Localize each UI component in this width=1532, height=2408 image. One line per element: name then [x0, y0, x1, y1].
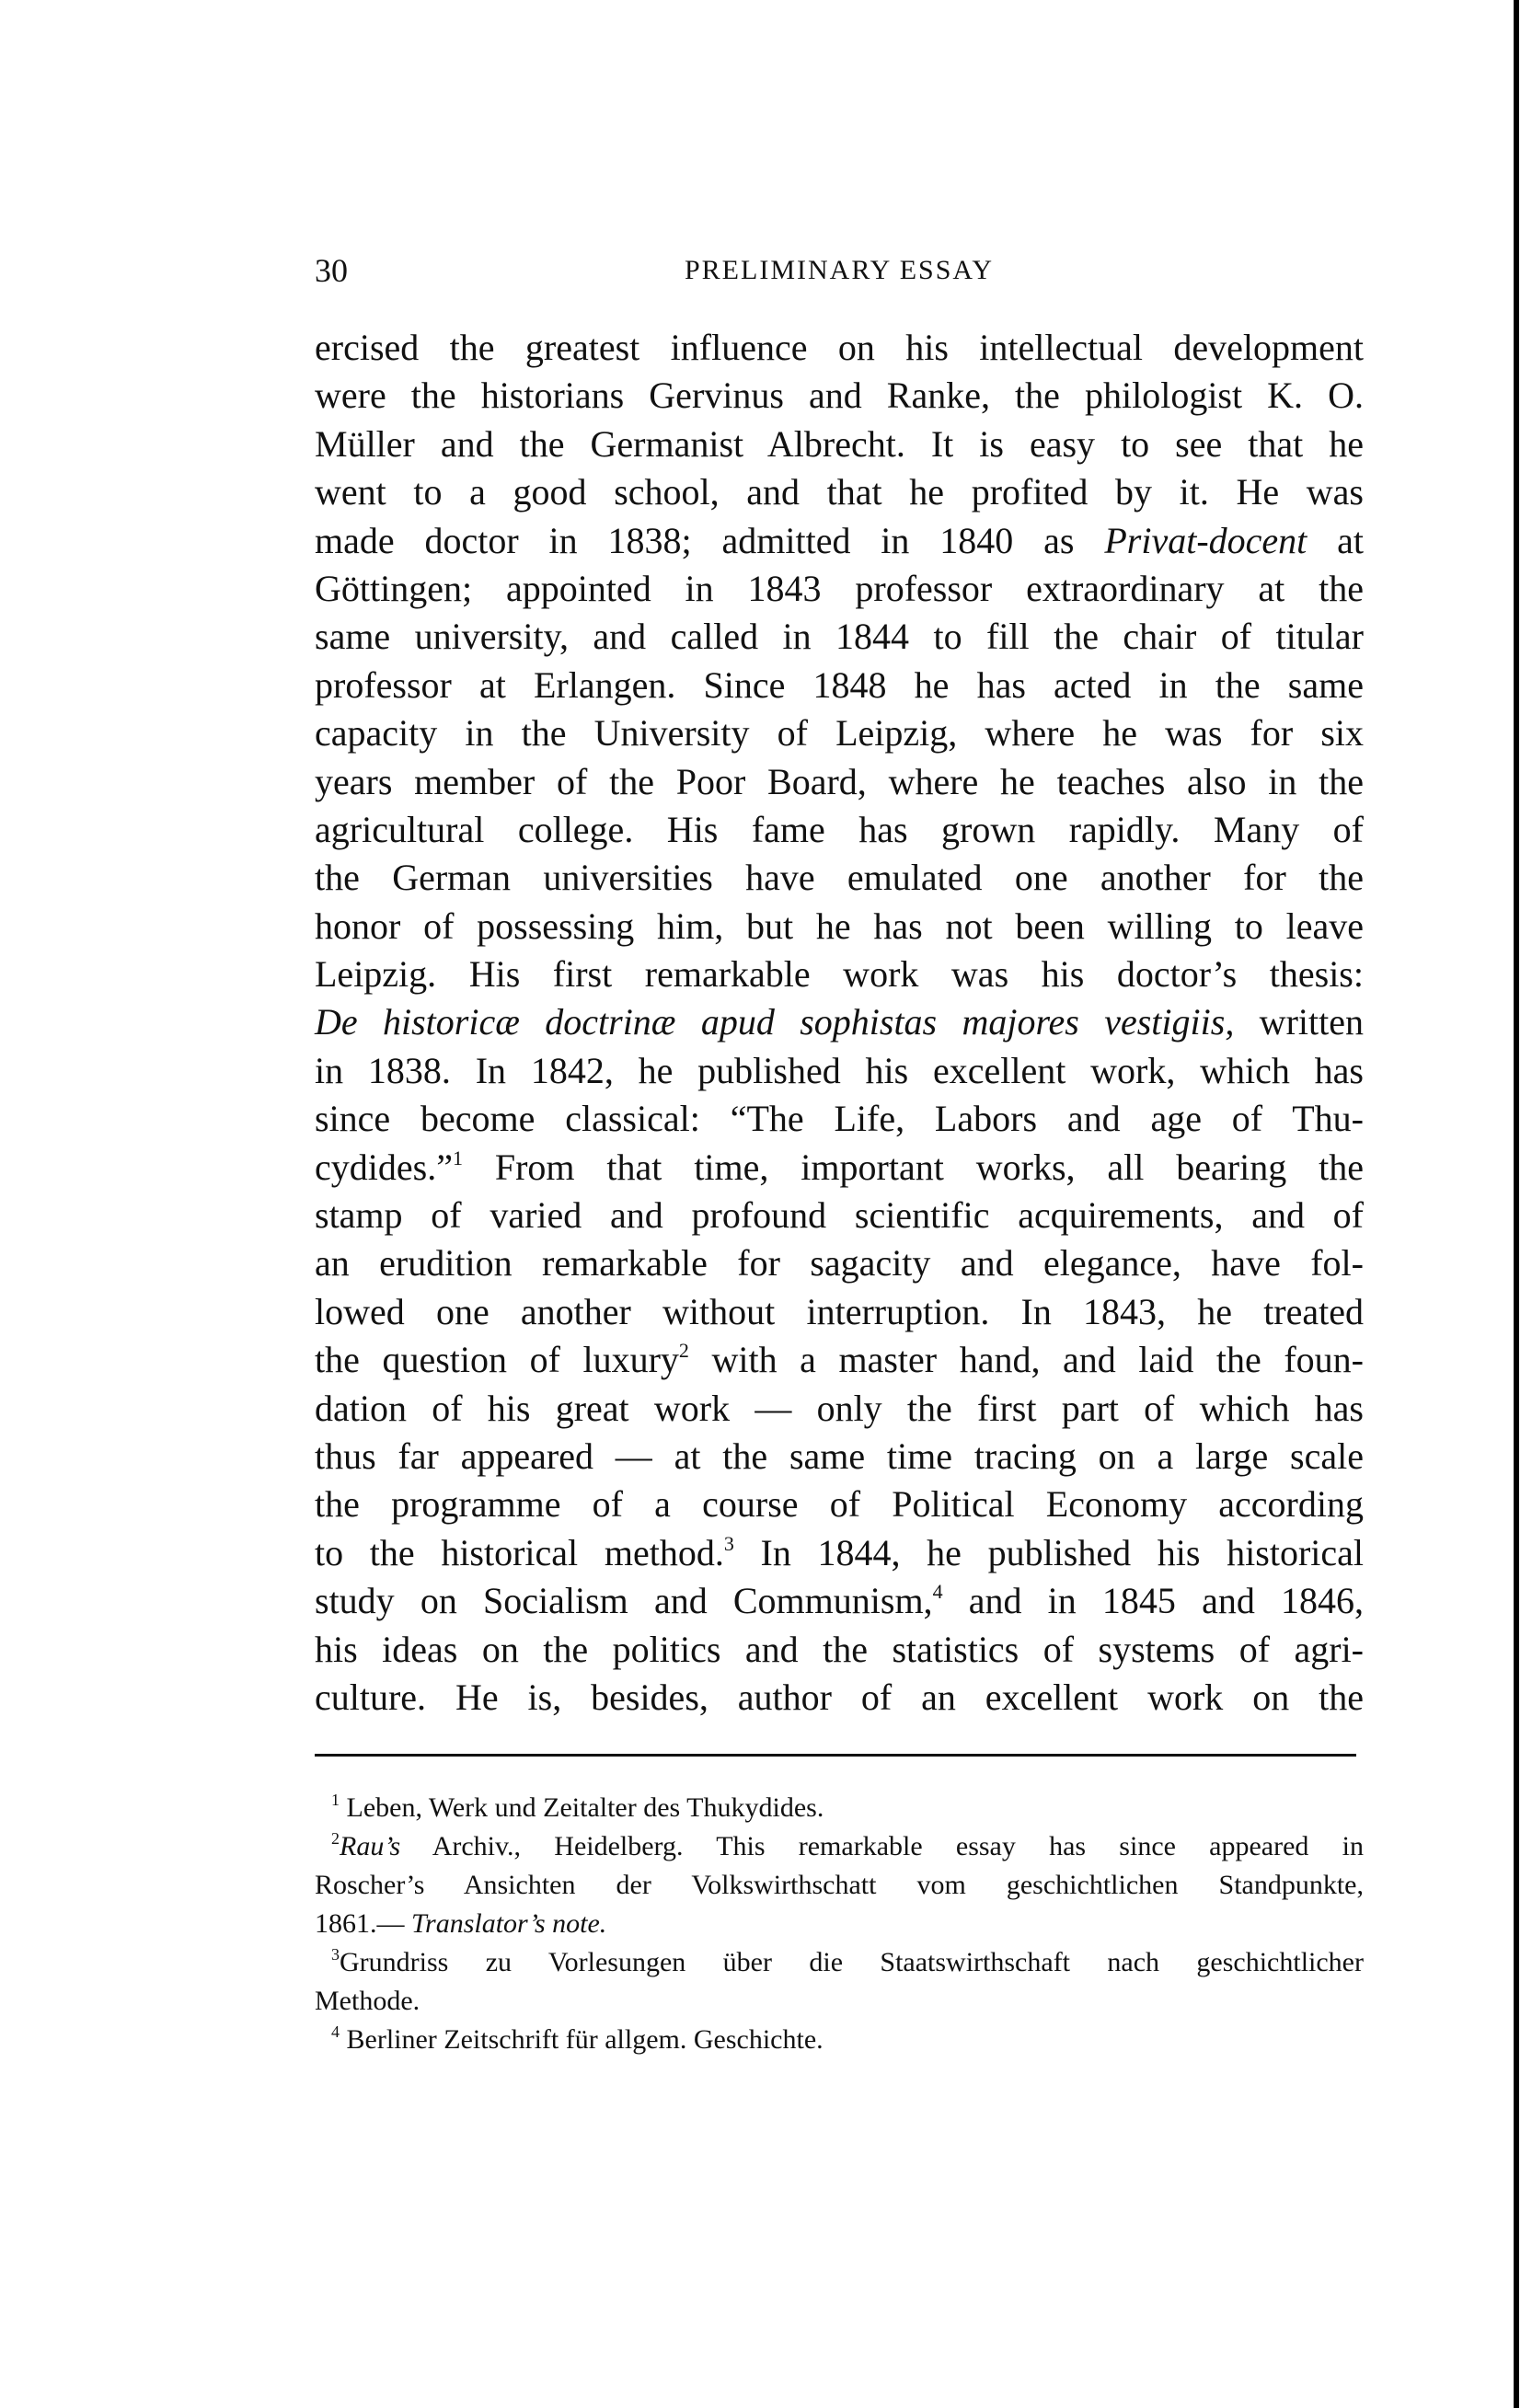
- running-title: PRELIMINARY ESSAY: [684, 255, 994, 285]
- body-line: lowed one another without interruption. In 1843, he treated: [315, 1290, 1364, 1332]
- body-line: [315, 1529, 1364, 1577]
- footnote-marker: 2: [331, 1829, 340, 1848]
- footnote-marker: 3: [331, 1945, 340, 1964]
- italic-title: De historicæ doctrinæ apud sophistas majores vestigiis,: [315, 1001, 1235, 1043]
- body-line: were the historians Gervinus and Ranke, the philologist K. O.: [315, 374, 1364, 417]
- body-line: the German universities have emulated one another for the: [315, 857, 1364, 899]
- body-line: [315, 1336, 1364, 1384]
- line-text: study on Socialism and Communism,: [315, 1580, 933, 1622]
- footnote-marker: 1: [331, 1791, 340, 1809]
- body-line: honor of possessing him, but he has not been willing to leave: [315, 904, 1364, 947]
- line-text: written: [1234, 1001, 1364, 1043]
- footnote-4: [315, 2021, 1364, 2059]
- footnote-italic: Rau’s: [340, 1831, 401, 1861]
- running-head: [315, 250, 1364, 291]
- body-line: [315, 1144, 1364, 1192]
- body-line: [315, 1577, 1364, 1625]
- body-line: Müller and the Germanist Albrecht. It is easy to see that he: [315, 422, 1364, 465]
- footnote-1: [315, 1789, 1364, 1827]
- footnote-ref[interactable]: 3: [723, 1531, 734, 1555]
- footnote-text: Archiv., Heidelberg. This remarkable essay has since appeared in: [400, 1831, 1364, 1861]
- footnote-text: 1861.—: [315, 1908, 411, 1939]
- footnote-3: [315, 1943, 1364, 1982]
- body-line: his ideas on the politics and the statistics of systems of agri-: [315, 1628, 1364, 1670]
- line-text: From that time, important works, all bearing the: [462, 1146, 1364, 1188]
- body-line: in 1838. In 1842, he published his excellent work, which has: [315, 1049, 1364, 1091]
- body-line: since become classical: “The Life, Labors and age of Thu-: [315, 1098, 1364, 1140]
- italic-term: Privat-docent: [1104, 519, 1307, 561]
- line-text: to the historical method.: [315, 1531, 724, 1573]
- page-edge-bar: [1514, 0, 1519, 2408]
- body-line: thus far appeared — at the same time tracing on a large scale: [315, 1434, 1364, 1477]
- line-text: In 1844, he published his historical: [733, 1531, 1364, 1573]
- footnote-text: Leben, Werk und Zeitalter des Thukydides.: [346, 1792, 824, 1823]
- body-line: dation of his great work — only the first part of which has: [315, 1387, 1364, 1429]
- line-text: and in 1845 and 1846,: [942, 1580, 1364, 1622]
- body-line: Leipzig. His first remarkable work was his doctor’s thesis:: [315, 953, 1364, 996]
- footnote-2-cont: [315, 1905, 1364, 1943]
- body-line: [315, 998, 1364, 1046]
- body-line: agricultural college. His fame has grown rapidly. Many of: [315, 808, 1364, 850]
- footnotes: [315, 1789, 1364, 2059]
- body-line: [315, 517, 1364, 565]
- body-line: professor at Erlangen. Since 1848 he has acted in the same: [315, 663, 1364, 706]
- body-line: stamp of varied and profound scientific acquirements, and of: [315, 1194, 1364, 1237]
- footnote-2-cont: Roscher’s Ansichten der Volkswirthschatt vom geschichtlichen Standpunkte,: [315, 1870, 1364, 1900]
- body-line: the programme of a course of Political Economy according: [315, 1483, 1364, 1526]
- footnote-ref[interactable]: 2: [678, 1339, 689, 1363]
- line-text: at: [1307, 519, 1364, 561]
- footnote-text: Grundriss zu Vorlesungen über die Staatswirthschaft nach geschichtlicher: [340, 1947, 1364, 1977]
- line-text: cydides.”: [315, 1146, 453, 1188]
- line-text: made doctor in 1838; admitted in 1840 as: [315, 519, 1105, 561]
- footnote-ref[interactable]: 4: [932, 1580, 943, 1604]
- body-line: an erudition remarkable for sagacity and elegance, have fol-: [315, 1242, 1364, 1285]
- translator-note: Translator’s note.: [411, 1908, 607, 1939]
- footnote-ref[interactable]: 1: [452, 1146, 463, 1169]
- line-text: with a master hand, and laid the foun-: [688, 1339, 1365, 1381]
- body-line: same university, and called in 1844 to fill the chair of titular: [315, 616, 1364, 658]
- body-text: [315, 324, 1364, 1722]
- body-line: Göttingen; appointed in 1843 professor extraordinary at the: [315, 567, 1364, 609]
- body-line: ercised the greatest influence on his intellectual development: [315, 327, 1364, 368]
- page-number: 30: [315, 252, 348, 289]
- body-line: culture. He is, besides, author of an excellent work on the: [315, 1676, 1364, 1718]
- footnote-3-cont: Methode.: [315, 1986, 420, 2016]
- footnote-marker: 4: [331, 2022, 340, 2041]
- body-line: went to a good school, and that he profited by it. He was: [315, 471, 1364, 513]
- line-text: the question of luxury: [315, 1339, 679, 1381]
- footnote-rule: [315, 1754, 1356, 1757]
- body-line: capacity in the University of Leipzig, where he was for six: [315, 712, 1364, 755]
- footnote-2: [315, 1827, 1364, 1866]
- body-line: years member of the Poor Board, where he teaches also in the: [315, 760, 1364, 802]
- footnote-text: Berliner Zeitschrift für allgem. Geschichte.: [346, 2024, 824, 2055]
